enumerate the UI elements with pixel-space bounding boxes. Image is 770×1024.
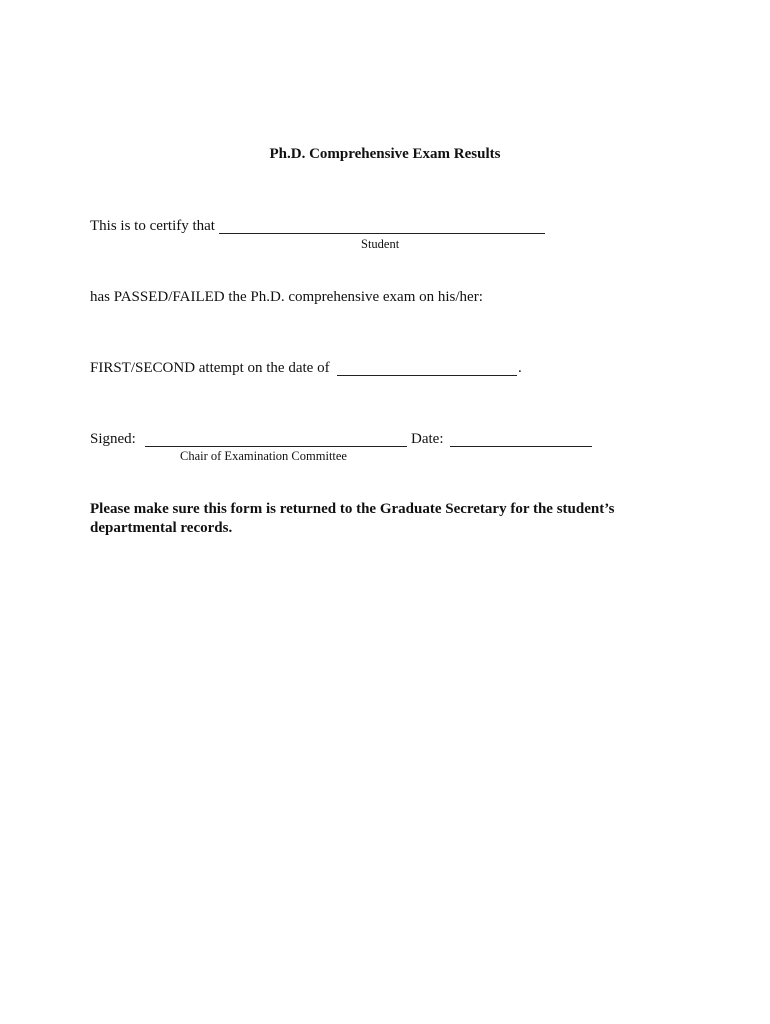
signature-date-field[interactable] [450, 446, 592, 447]
certify-label: This is to certify that [90, 218, 215, 234]
note-line-1: Please make sure this form is returned to the Graduate Secretary for the student’s [90, 501, 615, 517]
student-caption: Student [361, 237, 400, 251]
signed-label: Signed: [90, 431, 136, 447]
date-label: Date: [411, 431, 444, 447]
page-title: Ph.D. Comprehensive Exam Results [269, 146, 501, 162]
attempt-period: . [518, 360, 522, 376]
exam-date-field[interactable] [337, 375, 517, 376]
attempt-label: FIRST/SECOND attempt on the date of [90, 360, 330, 376]
chair-caption: Chair of Examination Committee [180, 449, 347, 463]
return-instructions [90, 500, 650, 538]
result-statement: has PASSED/FAILED the Ph.D. comprehensive exam on his/her: [90, 289, 483, 305]
signature-field[interactable] [145, 446, 407, 447]
student-name-field[interactable] [219, 233, 545, 234]
note-line-2: departmental records. [90, 520, 233, 536]
